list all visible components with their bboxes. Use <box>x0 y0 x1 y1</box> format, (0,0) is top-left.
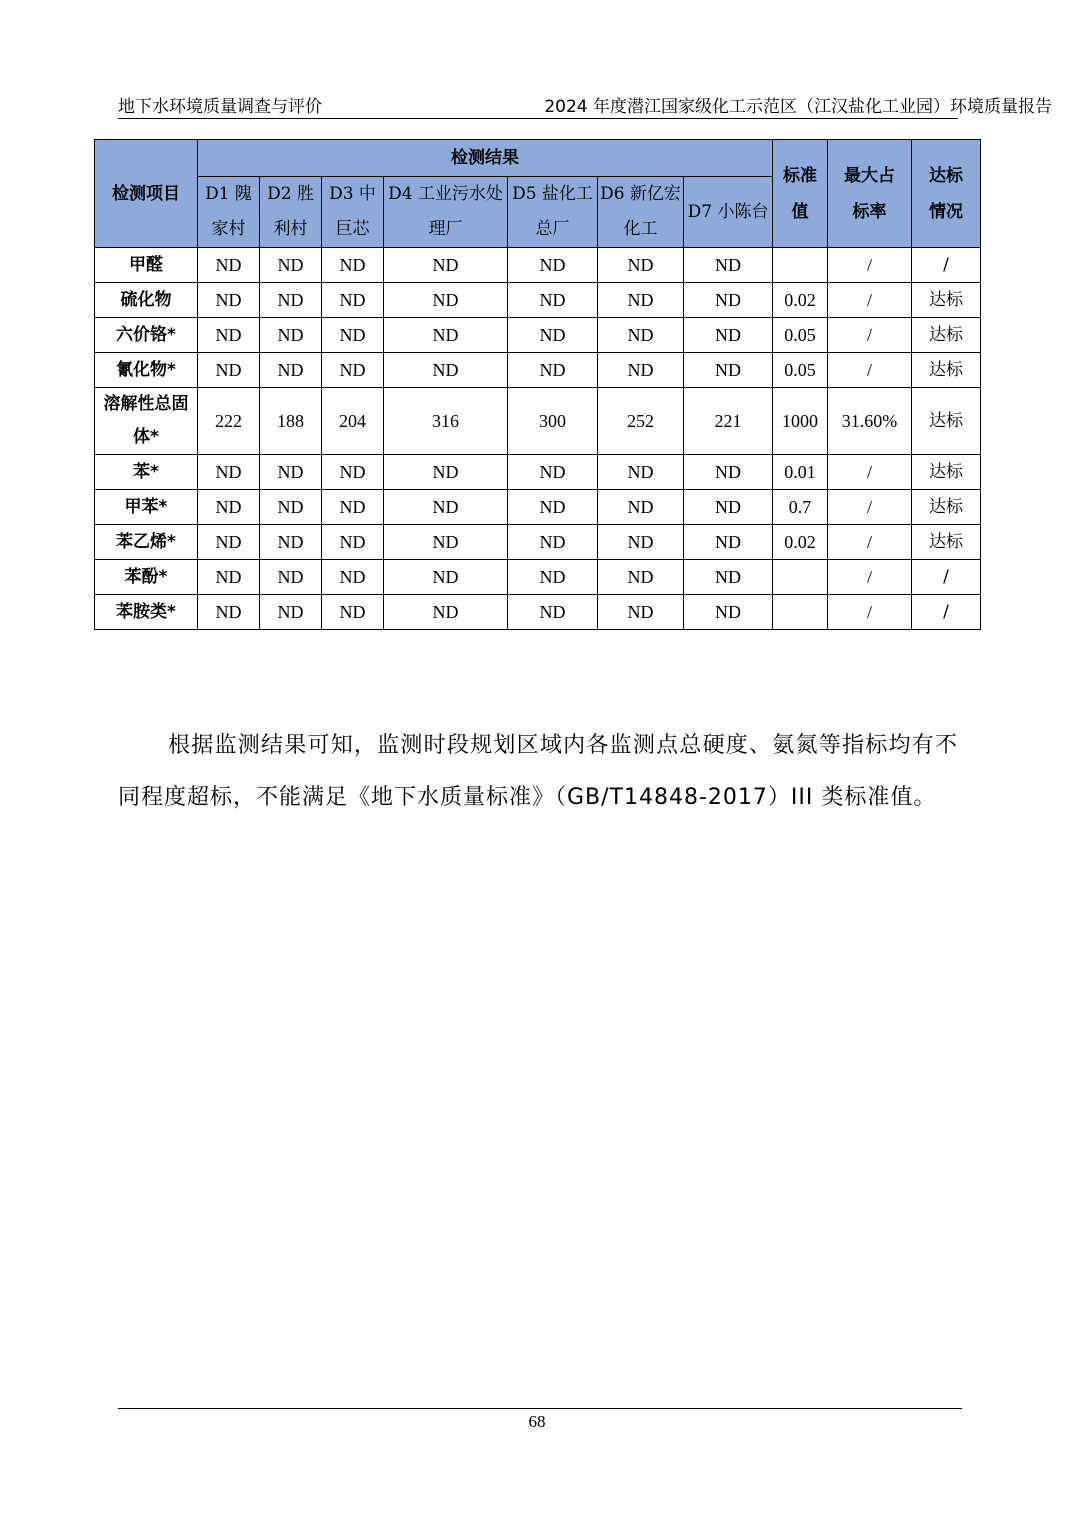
item-cell: 苯* <box>95 455 198 490</box>
value-cell: ND <box>322 455 384 490</box>
status-cell: 达标 <box>912 388 981 455</box>
value-cell: ND <box>322 490 384 525</box>
value-cell: ND <box>598 560 684 595</box>
value-cell: ND <box>198 525 260 560</box>
item-cell: 硫化物 <box>95 283 198 318</box>
value-cell: ND <box>508 283 598 318</box>
table-row <box>95 318 981 353</box>
value-cell: ND <box>322 318 384 353</box>
value-cell: 300 <box>508 388 598 455</box>
status-cell: 达标 <box>912 353 981 388</box>
standard-cell: 0.02 <box>773 525 828 560</box>
value-cell: ND <box>260 595 322 630</box>
value-cell: ND <box>198 490 260 525</box>
max-rate-cell: / <box>828 353 912 388</box>
value-cell: ND <box>260 525 322 560</box>
value-cell: ND <box>322 560 384 595</box>
site-header: D1 隗家村 <box>198 177 260 248</box>
value-cell: 188 <box>260 388 322 455</box>
value-cell: ND <box>384 248 508 283</box>
value-cell: ND <box>322 353 384 388</box>
table-row <box>95 525 981 560</box>
value-cell: ND <box>384 283 508 318</box>
site-header: D3 中巨芯 <box>322 177 384 248</box>
standard-cell: 0.05 <box>773 353 828 388</box>
table-row <box>95 353 981 388</box>
value-cell: 316 <box>384 388 508 455</box>
value-cell: ND <box>384 595 508 630</box>
site-header: D7 小陈台 <box>684 177 773 248</box>
value-cell: ND <box>684 595 773 630</box>
value-cell: ND <box>384 455 508 490</box>
value-cell: ND <box>198 318 260 353</box>
site-header: D6 新亿宏化工 <box>598 177 684 248</box>
item-cell: 甲醛 <box>95 248 198 283</box>
value-cell: ND <box>684 318 773 353</box>
value-cell: ND <box>198 353 260 388</box>
col-status-header: 达标情况 <box>912 140 981 248</box>
standard-cell <box>773 595 828 630</box>
table-row <box>95 388 981 455</box>
value-cell: ND <box>384 560 508 595</box>
table-row <box>95 248 981 283</box>
value-cell: ND <box>260 353 322 388</box>
status-cell: / <box>912 595 981 630</box>
page-number: 68 <box>528 1412 546 1431</box>
value-cell: ND <box>684 455 773 490</box>
value-cell: ND <box>198 248 260 283</box>
value-cell: ND <box>598 455 684 490</box>
value-cell: 252 <box>598 388 684 455</box>
col-max-rate-header: 最大占标率 <box>828 140 912 248</box>
value-cell: ND <box>322 283 384 318</box>
value-cell: ND <box>598 525 684 560</box>
value-cell: ND <box>508 595 598 630</box>
item-cell: 苯乙烯* <box>95 525 198 560</box>
value-cell: 204 <box>322 388 384 455</box>
value-cell: ND <box>684 490 773 525</box>
max-rate-cell: / <box>828 318 912 353</box>
max-rate-cell: / <box>828 283 912 318</box>
header-right-title: 2024 年度潜江国家级化工示范区（江汉盐化工业园）环境质量报告 <box>544 97 1052 117</box>
value-cell: ND <box>384 525 508 560</box>
value-cell: ND <box>508 560 598 595</box>
value-cell: ND <box>508 490 598 525</box>
value-cell: ND <box>684 560 773 595</box>
value-cell: ND <box>260 248 322 283</box>
item-cell: 氰化物* <box>95 353 198 388</box>
value-cell: ND <box>684 283 773 318</box>
value-cell: ND <box>198 595 260 630</box>
col-standard-header: 标准值 <box>773 140 828 248</box>
max-rate-cell: / <box>828 455 912 490</box>
value-cell: ND <box>260 490 322 525</box>
standard-cell: 0.01 <box>773 455 828 490</box>
value-cell: ND <box>322 248 384 283</box>
value-cell: ND <box>684 248 773 283</box>
status-cell: / <box>912 560 981 595</box>
site-header: D4 工业污水处理厂 <box>384 177 508 248</box>
value-cell: ND <box>260 455 322 490</box>
item-cell: 溶解性总固体* <box>95 388 198 455</box>
value-cell: ND <box>260 560 322 595</box>
item-cell: 苯酚* <box>95 560 198 595</box>
site-header: D2 胜利村 <box>260 177 322 248</box>
value-cell: ND <box>508 353 598 388</box>
value-cell: ND <box>598 318 684 353</box>
table-row <box>95 455 981 490</box>
value-cell: ND <box>598 490 684 525</box>
header-rule <box>118 118 958 119</box>
table-row <box>95 490 981 525</box>
status-cell: 达标 <box>912 455 981 490</box>
standard-cell <box>773 560 828 595</box>
max-rate-cell: / <box>828 560 912 595</box>
table-row <box>95 283 981 318</box>
value-cell: ND <box>198 283 260 318</box>
site-header: D5 盐化工总厂 <box>508 177 598 248</box>
col-item-header: 检测项目 <box>95 140 198 248</box>
value-cell: ND <box>260 318 322 353</box>
value-cell: ND <box>260 283 322 318</box>
value-cell: ND <box>508 248 598 283</box>
value-cell: ND <box>198 560 260 595</box>
max-rate-cell: 31.60% <box>828 388 912 455</box>
standard-cell: 0.05 <box>773 318 828 353</box>
status-cell: 达标 <box>912 283 981 318</box>
groundwater-results-table <box>94 139 981 630</box>
value-cell: ND <box>684 353 773 388</box>
max-rate-cell: / <box>828 595 912 630</box>
value-cell: ND <box>598 595 684 630</box>
conclusion-paragraph: 根据监测结果可知，监测时段规划区域内各监测点总硬度、氨氮等指标均有不同程度超标，不能满足《地下水质量标准》（GB/T14848-2017）III 类标准值。 <box>118 733 958 810</box>
value-cell: ND <box>322 525 384 560</box>
value-cell: ND <box>322 595 384 630</box>
value-cell: 222 <box>198 388 260 455</box>
value-cell: ND <box>508 318 598 353</box>
status-cell: 达标 <box>912 525 981 560</box>
value-cell: 221 <box>684 388 773 455</box>
value-cell: ND <box>384 490 508 525</box>
standard-cell: 0.02 <box>773 283 828 318</box>
status-cell: 达标 <box>912 490 981 525</box>
value-cell: ND <box>684 525 773 560</box>
max-rate-cell: / <box>828 248 912 283</box>
value-cell: ND <box>508 525 598 560</box>
value-cell: ND <box>384 353 508 388</box>
status-cell: / <box>912 248 981 283</box>
value-cell: ND <box>598 283 684 318</box>
item-cell: 六价铬* <box>95 318 198 353</box>
value-cell: ND <box>508 455 598 490</box>
value-cell: ND <box>198 455 260 490</box>
value-cell: ND <box>384 318 508 353</box>
value-cell: ND <box>598 353 684 388</box>
col-results-header: 检测结果 <box>198 140 773 177</box>
standard-cell: 0.7 <box>773 490 828 525</box>
standard-cell: 1000 <box>773 388 828 455</box>
status-cell: 达标 <box>912 318 981 353</box>
item-cell: 苯胺类* <box>95 595 198 630</box>
max-rate-cell: / <box>828 525 912 560</box>
footer-rule <box>118 1408 962 1409</box>
item-cell: 甲苯* <box>95 490 198 525</box>
table-row <box>95 595 981 630</box>
header-left-title: 地下水环境质量调查与评价 <box>118 97 322 117</box>
max-rate-cell: / <box>828 490 912 525</box>
table-row <box>95 560 981 595</box>
value-cell: ND <box>598 248 684 283</box>
standard-cell <box>773 248 828 283</box>
